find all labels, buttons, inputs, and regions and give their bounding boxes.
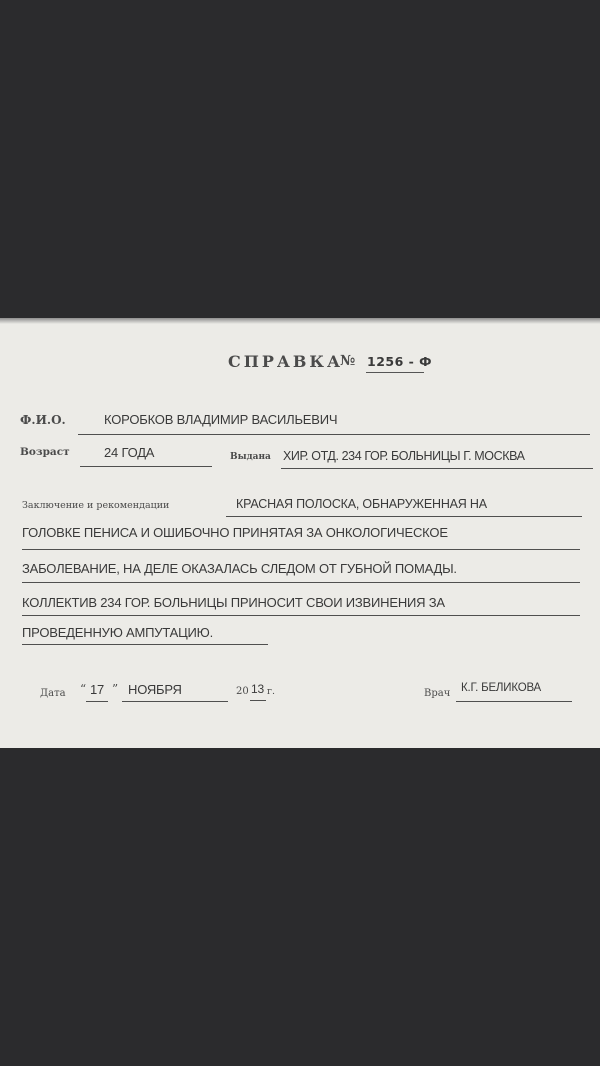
conclusion-underline-3 (22, 582, 580, 583)
date-close-quote: ” (112, 682, 119, 696)
date-open-quote: “ (80, 682, 87, 696)
fio-underline (78, 434, 590, 435)
date-year-suffix: 13 (251, 682, 264, 696)
doctor-value: К.Г. БЕЛИКОВА (461, 682, 542, 694)
conclusion-line-2: ГОЛОВКЕ ПЕНИСА И ОШИБОЧНО ПРИНЯТАЯ ЗА ОНКОЛОГИЧЕСКОЕ (22, 525, 448, 540)
issued-value: ХИР. ОТД. 234 ГОР. БОЛЬНИЦЫ Г. МОСКВА (283, 449, 525, 463)
doctor-underline (456, 701, 572, 702)
conclusion-line-4: КОЛЛЕКТИВ 234 ГОР. БОЛЬНИЦЫ ПРИНОСИТ СВОИ ИЗВИНЕНИЯ ЗА (22, 595, 445, 610)
age-value: 24 ГОДА (104, 445, 155, 460)
conclusion-underline-1 (226, 516, 582, 517)
date-month-underline (122, 701, 228, 702)
age-underline (80, 466, 212, 467)
date-day: 17 (90, 682, 105, 697)
conclusion-underline-5 (22, 644, 268, 645)
date-year-prefix: 20 (236, 686, 249, 697)
issued-underline (281, 468, 593, 469)
conclusion-line-3: ЗАБОЛЕВАНИЕ, НА ДЕЛЕ ОКАЗАЛАСЬ СЛЕДОМ ОТ ГУБНОЙ ПОМАДЫ. (22, 561, 457, 576)
age-label: Возраст (20, 446, 70, 458)
date-month: НОЯБРЯ (128, 682, 182, 697)
conclusion-line-5: ПРОВЕДЕННУЮ АМПУТАЦИЮ. (22, 625, 214, 640)
date-label: Дата (40, 688, 66, 699)
conclusion-underline-2 (22, 549, 580, 550)
doctor-label: Врач (424, 688, 451, 699)
date-day-underline (86, 701, 108, 702)
date-year-unit: г. (267, 686, 275, 697)
issued-label: Выдана (230, 452, 271, 462)
certificate-title: СПРАВКА (228, 352, 344, 371)
conclusion-underline-4 (22, 615, 580, 616)
number-sign: № (340, 353, 356, 369)
certificate-sheet (0, 318, 600, 748)
number-underline (366, 372, 424, 373)
date-year-underline (250, 700, 266, 701)
certificate-number: 1256 - Ф (367, 354, 433, 369)
fio-label: Ф.И.О. (20, 413, 66, 427)
conclusion-label: Заключение и рекомендации (22, 500, 170, 511)
fio-value: КОРОБКОВ ВЛАДИМИР ВАСИЛЬЕВИЧ (104, 412, 338, 427)
conclusion-line-1: КРАСНАЯ ПОЛОСКА, ОБНАРУЖЕННАЯ НА (236, 497, 487, 511)
